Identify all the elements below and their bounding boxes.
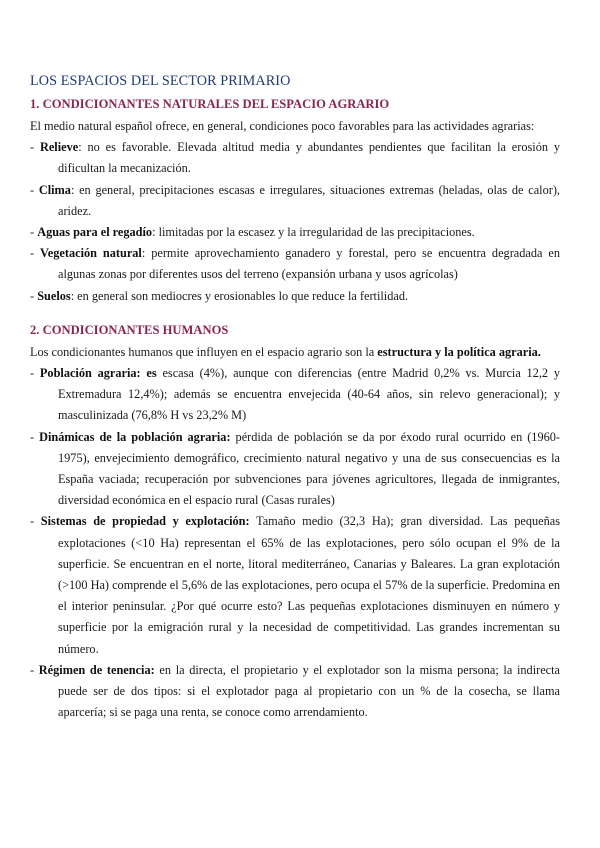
bullet: - [30, 288, 35, 303]
list-item-clima [30, 180, 560, 222]
bullet: - [30, 246, 35, 261]
section-1-heading: 1. CONDICIONANTES NATURALES DEL ESPACIO AGRARIO [30, 97, 390, 111]
list-item-poblacion [30, 363, 560, 427]
term: Población agraria: es [39, 366, 157, 381]
term: Suelos [37, 288, 71, 303]
bullet: - [30, 514, 35, 529]
list-item-suelos [30, 286, 560, 307]
list-item-sistemas [30, 511, 560, 659]
item-text: : en general son mediocres y erosionables lo que reduce la fertilidad. [70, 288, 409, 303]
list-item-relieve [30, 137, 560, 179]
term: Vegetación natural [40, 246, 142, 261]
bullet: - [30, 182, 35, 197]
term: Aguas para el regadío [37, 225, 153, 240]
bullet: - [30, 225, 35, 240]
document-title: LOS ESPACIOS DEL SECTOR PRIMARIO [30, 73, 291, 89]
section-2-intro [30, 342, 560, 363]
term: Clima [38, 182, 71, 197]
list-item-vegetacion [30, 243, 560, 285]
term: Relieve [39, 140, 79, 155]
item-text: Tamaño medio (32,3 Ha); gran diversidad. Las pequeñas explotaciones (<10 Ha) representan el 65% de las explotaciones, pero sólo ocupan el 9% de la superficie. Se encuentran en el norte, litoral mediterráneo, Canarias y Baleares. La gran explotación (>100 Ha) comprende el 5,6% de las explotaciones, pero ocupa el 57% de la superficie. Predomina en el interior peninsular. ¿Por qué ocurre esto? Las pequeñas explotaciones disminuyen en número y superficie por la emigración rural y la necesidad de competitividad. Las grandes incrementan su número. [58, 514, 560, 656]
bullet: - [30, 140, 35, 155]
term: Régimen de tenencia: [38, 662, 155, 677]
term: Sistemas de propiedad y explotación: [40, 514, 250, 529]
item-text: en la directa, el propietario y el explotador son la misma persona; la indirecta puede ser de dos tipos: si el explotador paga al propietario con un % de la cosecha, se llama aparcería; si se paga una renta, se conoce como arrendamiento. [58, 662, 560, 720]
item-text: : en general, precipitaciones escasas e irregulares, situaciones extremas (heladas, olas de calor), aridez. [58, 182, 560, 218]
list-item-regimen [30, 660, 560, 724]
item-text: : limitadas por la escasez y la irregularidad de las precipitaciones. [152, 225, 475, 240]
list-item-dinamicas [30, 427, 560, 512]
item-text: : permite aprovechamiento ganadero y forestal, pero se encuentra degradada en algunas zonas por diferentes usos del terreno (expansión urbana y usos agrícolas) [58, 246, 560, 282]
intro-bold: estructura y la política agraria. [377, 344, 541, 359]
term: Dinámicas de la población agraria: [39, 429, 231, 444]
item-text: pérdida de población se da por éxodo rural ocurrido en (1960-1975), envejecimiento demográfico, crecimiento natural negativo y una de sus consecuencias es la España vaciada; recuperación por subvenciones para jóvenes agricultores, llegada de inmigrantes, diversidad económica en el espacio rural (Casas rurales) [58, 429, 561, 508]
item-text: escasa (4%), aunque con diferencias (entre Madrid 0,2% vs. Murcia 12,2 y Extremadura 12,4%); además se encuentra envejecida (40-64 años, sin relevo generacional); y masculinizada (76,8% H vs 23,2% M) [58, 366, 561, 423]
bullet: - [30, 662, 35, 677]
bullet: - [30, 429, 35, 444]
intro-text: Los condicionantes humanos que influyen en el espacio agrario son la [30, 344, 378, 359]
list-item-aguas [30, 222, 560, 243]
section-1-intro: El medio natural español ofrece, en general, condiciones poco favorables para las actividades agrarias: [30, 119, 535, 133]
bullet: - [30, 366, 35, 381]
item-text: : no es favorable. Elevada altitud media y abundantes pendientes que facilitan la erosión y dificultan la mecanización. [58, 140, 561, 176]
section-2-heading: 2. CONDICIONANTES HUMANOS [30, 322, 229, 337]
